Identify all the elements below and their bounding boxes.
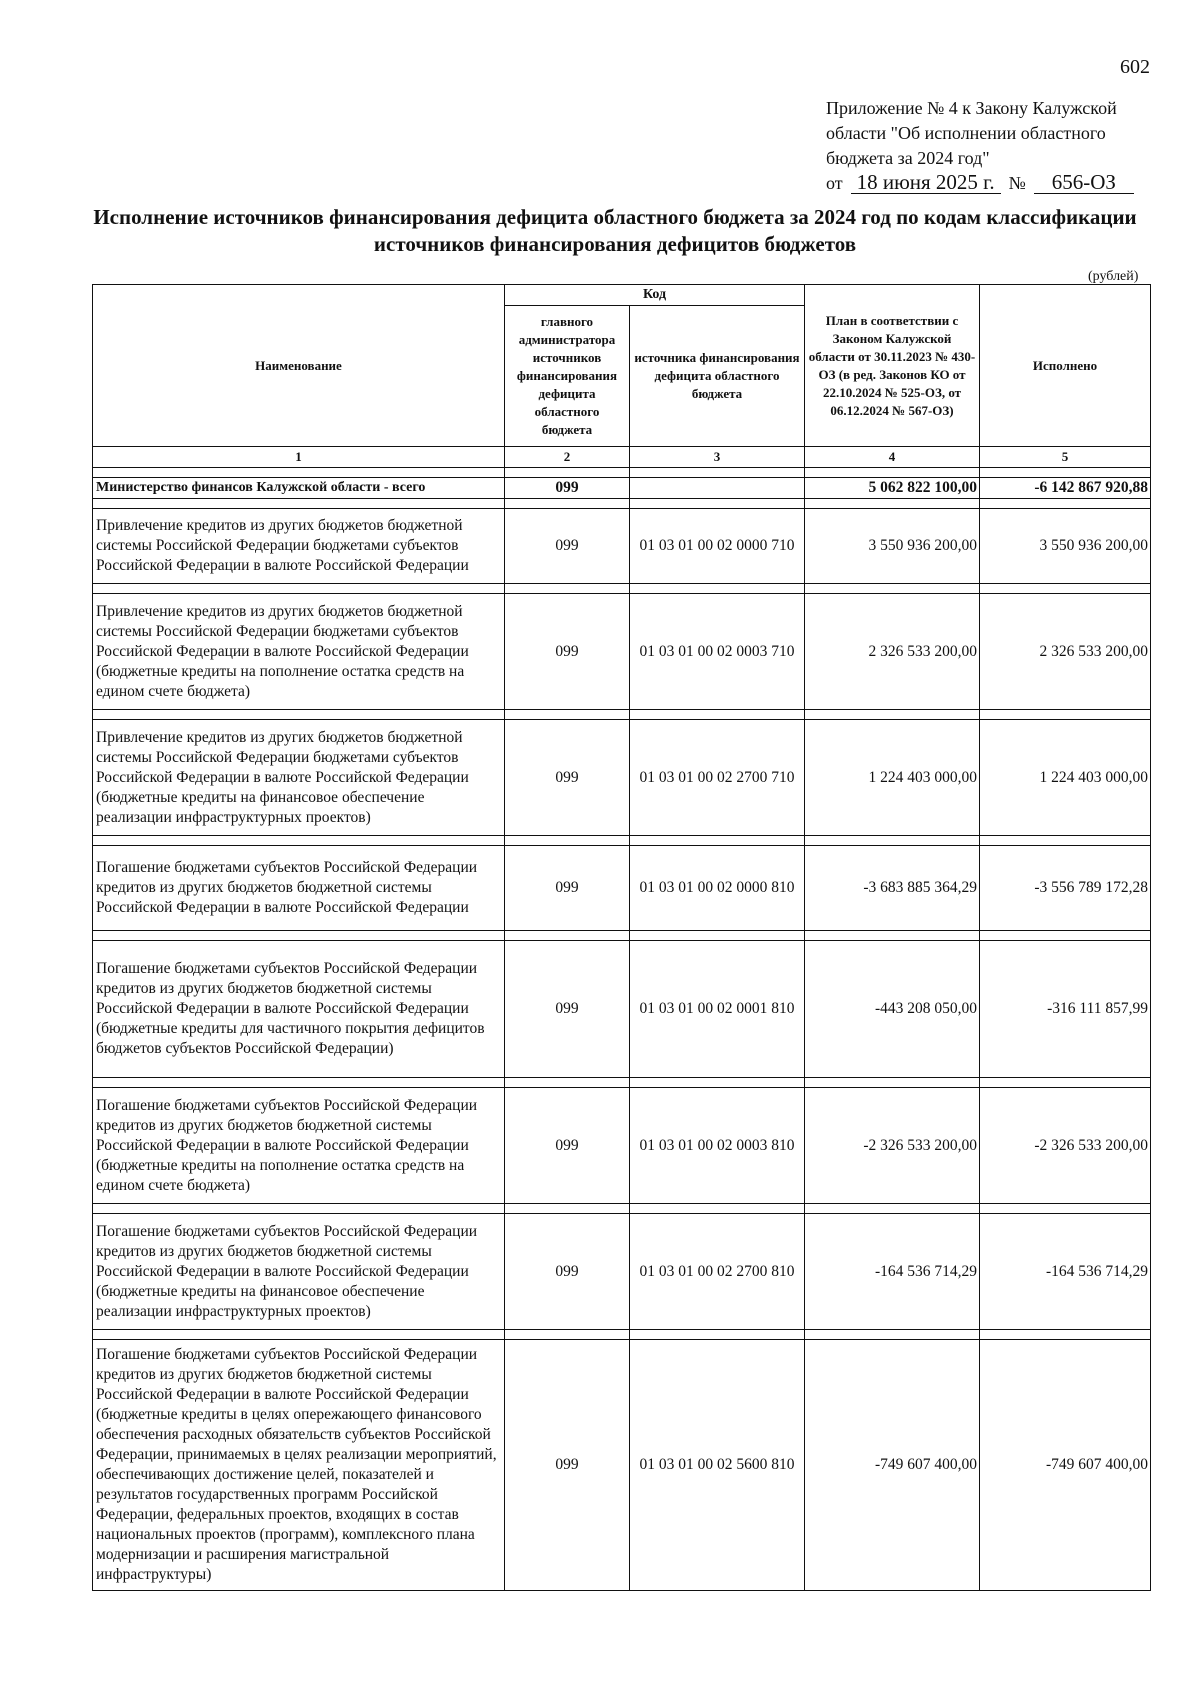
number-label: № (1008, 173, 1026, 193)
row-source-code: 01 03 01 00 02 2700 810 (630, 1214, 805, 1330)
table-row (93, 846, 1151, 931)
total-name: Министерство финансов Калужской области - всего (93, 478, 505, 499)
row-source-code: 01 03 01 00 02 5600 810 (630, 1340, 805, 1591)
spacer-row (93, 499, 1151, 509)
row-admin: 099 (505, 509, 630, 584)
row-source-code: 01 03 01 00 02 2700 710 (630, 720, 805, 836)
row-plan: -443 208 050,00 (805, 941, 980, 1078)
row-admin: 099 (505, 846, 630, 931)
appendix-line-2: области "Об исполнении областного (826, 123, 1106, 143)
total-row (93, 478, 1151, 499)
row-name: Привлечение кредитов из других бюджетов бюджетной системы Российской Федерации бюджетами субъектов Российской Федерации в валюте Российской Федерации (93, 509, 505, 584)
row-name: Привлечение кредитов из других бюджетов бюджетной системы Российской Федерации бюджетами субъектов Российской Федерации в валюте Российской Федерации (бюджетные кредиты на финансовое обеспечение реализации инфраструктурных проектов) (93, 720, 505, 836)
col-number: 1 (93, 447, 505, 468)
table-row (93, 594, 1151, 710)
sources-table (92, 284, 1151, 1591)
row-admin: 099 (505, 720, 630, 836)
col-number: 2 (505, 447, 630, 468)
table-row (93, 509, 1151, 584)
row-source-code: 01 03 01 00 02 0000 710 (630, 509, 805, 584)
total-admin: 099 (505, 478, 630, 499)
table-row (93, 1088, 1151, 1204)
spacer-row (93, 1330, 1151, 1340)
row-source-code: 01 03 01 00 02 0003 710 (630, 594, 805, 710)
appendix-line-3: бюджета за 2024 год" (826, 148, 990, 168)
appendix-signature-line (826, 171, 1156, 196)
row-admin: 099 (505, 594, 630, 710)
title-line-2: источников финансирования дефицитов бюджетов (373, 232, 857, 256)
spacer-row (93, 836, 1151, 846)
units-label: (рублей) (1088, 269, 1139, 284)
appendix-line-1: Приложение № 4 к Закону Калужской (826, 98, 1117, 118)
header-code: Код (505, 285, 805, 306)
row-name: Погашение бюджетами субъектов Российской Федерации кредитов из других бюджетов бюджетной системы Российской Федерации в валюте Российской Федерации (93, 846, 505, 931)
header-executed: Исполнено (980, 285, 1151, 447)
spacer-row (93, 710, 1151, 720)
row-admin: 099 (505, 941, 630, 1078)
total-code (630, 478, 805, 499)
row-source-code: 01 03 01 00 02 0000 810 (630, 846, 805, 931)
row-executed: 3 550 936 200,00 (980, 509, 1151, 584)
row-executed: -2 326 533 200,00 (980, 1088, 1151, 1204)
title-line-1: Исполнение источников финансирования дефицита областного бюджета за 2024 год по кодам классификации (93, 205, 1137, 229)
spacer-row (93, 1078, 1151, 1088)
spacer-row (93, 468, 1151, 478)
table-row (93, 941, 1151, 1078)
table-row (93, 1340, 1151, 1591)
table-row (93, 1214, 1151, 1330)
row-admin: 099 (505, 1088, 630, 1204)
header-source: источника финансирования дефицита областного бюджета (630, 306, 805, 447)
row-source-code: 01 03 01 00 02 0003 810 (630, 1088, 805, 1204)
row-executed: 1 224 403 000,00 (980, 720, 1151, 836)
spacer-row (93, 931, 1151, 941)
law-number: 656-ОЗ (1034, 171, 1134, 194)
table-row (93, 720, 1151, 836)
row-source-code: 01 03 01 00 02 0001 810 (630, 941, 805, 1078)
row-admin: 099 (505, 1214, 630, 1330)
header-plan: План в соответствии с Законом Калужской области от 30.11.2023 № 430-ОЗ (в ред. Законов КО от 22.10.2024 № 525-ОЗ, от 06.12.2024 № 567-ОЗ) (805, 285, 980, 447)
row-executed: 2 326 533 200,00 (980, 594, 1151, 710)
col-number: 5 (980, 447, 1151, 468)
row-name: Погашение бюджетами субъектов Российской Федерации кредитов из других бюджетов бюджетной системы Российской Федерации в валюте Российской Федерации (бюджетные кредиты в целях опережающего финансового обеспечения расходных обязательств субъектов Российской Федерации, принимаемых в целях реализации мероприятий, обеспечивающих достижение целей, показателей и результатов государственных программ Российской Федерации, федеральных проектов, входящих в состав национальных проектов (программ), комплексного плана модернизации и расширения магистральной инфраструктуры) (93, 1340, 505, 1591)
col-number: 4 (805, 447, 980, 468)
from-label: от (826, 173, 843, 193)
row-executed: -749 607 400,00 (980, 1340, 1151, 1591)
header-admin: главного администратора источников финансирования дефицита областного бюджета (505, 306, 630, 447)
row-name: Погашение бюджетами субъектов Российской Федерации кредитов из других бюджетов бюджетной системы Российской Федерации в валюте Российской Федерации (бюджетные кредиты на финансовое обеспечение реализации инфраструктурных проектов) (93, 1214, 505, 1330)
law-date: 18 июня 2025 г. (851, 171, 1001, 194)
appendix-note (826, 96, 1156, 196)
row-plan: 1 224 403 000,00 (805, 720, 980, 836)
total-executed: -6 142 867 920,88 (980, 478, 1151, 499)
row-executed: -3 556 789 172,28 (980, 846, 1151, 931)
total-plan: 5 062 822 100,00 (805, 478, 980, 499)
row-executed: -316 111 857,99 (980, 941, 1151, 1078)
row-admin: 099 (505, 1340, 630, 1591)
page-number: 602 (1120, 56, 1150, 78)
row-plan: -164 536 714,29 (805, 1214, 980, 1330)
row-plan: -2 326 533 200,00 (805, 1088, 980, 1204)
row-plan: -749 607 400,00 (805, 1340, 980, 1591)
row-plan: 3 550 936 200,00 (805, 509, 980, 584)
row-name: Привлечение кредитов из других бюджетов бюджетной системы Российской Федерации бюджетами субъектов Российской Федерации в валюте Российской Федерации (бюджетные кредиты на пополнение остатка средств на едином счете бюджета) (93, 594, 505, 710)
spacer-row (93, 584, 1151, 594)
col-number: 3 (630, 447, 805, 468)
row-executed: -164 536 714,29 (980, 1214, 1151, 1330)
row-plan: 2 326 533 200,00 (805, 594, 980, 710)
row-name: Погашение бюджетами субъектов Российской Федерации кредитов из других бюджетов бюджетной системы Российской Федерации в валюте Российской Федерации (бюджетные кредиты на пополнение остатка средств на едином счете бюджета) (93, 1088, 505, 1204)
row-plan: -3 683 885 364,29 (805, 846, 980, 931)
header-name: Наименование (93, 285, 505, 447)
document-title (60, 204, 1170, 258)
row-name: Погашение бюджетами субъектов Российской Федерации кредитов из других бюджетов бюджетной системы Российской Федерации в валюте Российской Федерации (бюджетные кредиты для частичного покрытия дефицитов бюджетов субъектов Российской Федерации) (93, 941, 505, 1078)
spacer-row (93, 1204, 1151, 1214)
